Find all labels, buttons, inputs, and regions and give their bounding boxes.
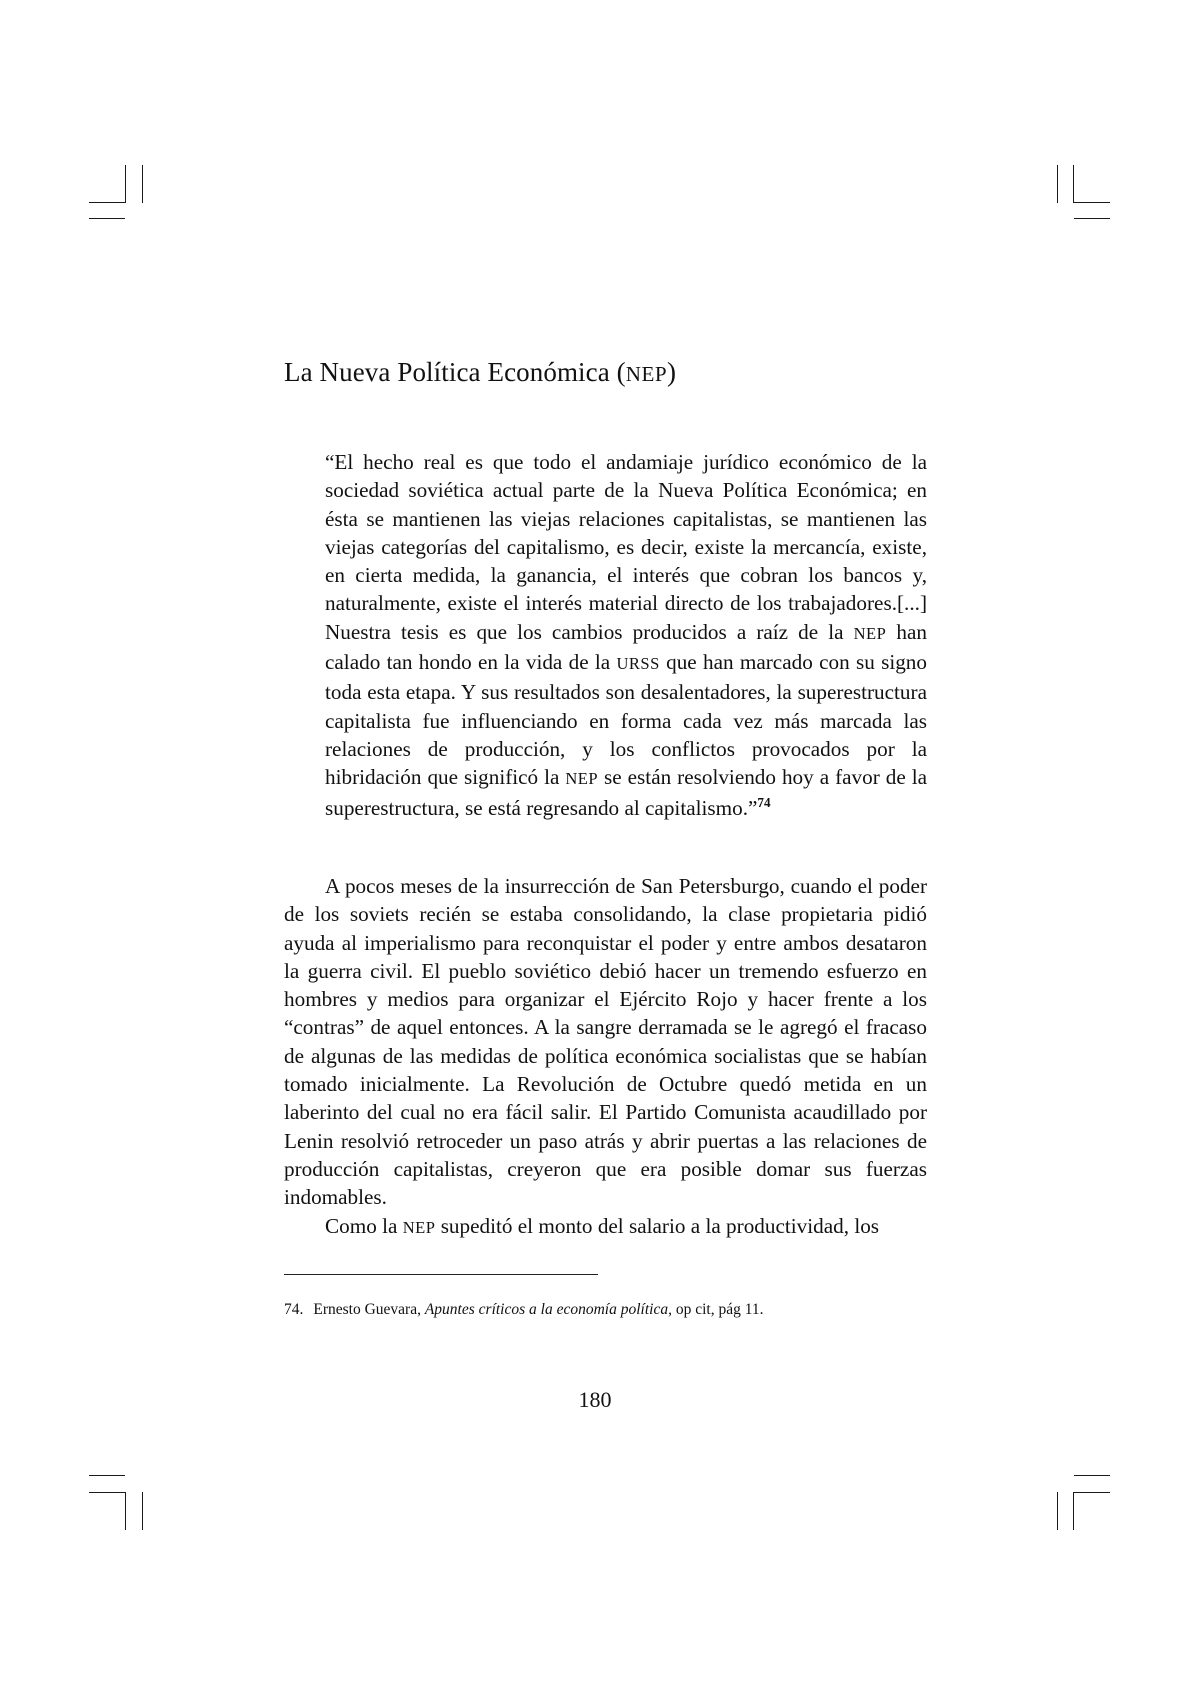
section-title-main: La Nueva Política Económica ( bbox=[284, 357, 626, 387]
crop-mark-bottom-right-vertical bbox=[1073, 1492, 1074, 1530]
crop-mark-bottom-left-horizontal-outer bbox=[89, 1475, 125, 1476]
crop-mark-top-left-vertical bbox=[125, 165, 126, 203]
paragraph-2-start: Como la bbox=[325, 1213, 403, 1238]
page-number: 180 bbox=[578, 1387, 612, 1412]
section-title-close: ) bbox=[667, 357, 677, 387]
paragraph-2-abbreviation: NEP bbox=[402, 1217, 436, 1237]
crop-mark-top-right-vertical-outer bbox=[1073, 165, 1074, 203]
footnote-citation: op cit, pág 11. bbox=[671, 1301, 764, 1318]
body-text bbox=[284, 872, 927, 1242]
quote-abbreviation-urss: URSS bbox=[616, 654, 660, 674]
paragraph: A pocos meses de la insurrección de San Petersburgo, cuando el poder de los soviets recién se estaba consolidando, la clase propietaria pidió ayuda al imperialismo para reconquistar el poder y entre ambos desataron la guerra civil. El pueblo soviético debió hacer un tremendo esfuerzo en hombres y medios para organizar el Ejército Rojo y hacer frente a los “contras” de aquel entonces. A la sangre derramada se le agregó el fracaso de algunas de las medidas de política económica socialistas que se habían tomado inicialmente. La Revolución de Octubre quedó metida en un laberinto del cual no era fácil salir. El Partido Comunista acaudillado por Lenin resolvió retroceder un paso atrás y abrir puertas a las relaciones de producción capitalistas, creyeron que era posible domar sus fuerzas indomables. bbox=[284, 874, 927, 1210]
quote-abbreviation-nep-1: NEP bbox=[853, 623, 887, 643]
crop-mark-top-right-horizontal-outer bbox=[1074, 218, 1110, 219]
crop-mark-bottom-right-horizontal bbox=[1074, 1492, 1110, 1493]
crop-mark-top-left-horizontal-outer bbox=[89, 218, 125, 219]
paragraph-continued bbox=[284, 1212, 927, 1242]
footnote-author: Ernesto Guevara, bbox=[313, 1301, 425, 1318]
footnote bbox=[284, 1300, 764, 1320]
block-quote bbox=[325, 448, 927, 822]
footnote-work-title: Apuntes críticos a la economía política, bbox=[424, 1301, 672, 1318]
crop-mark-top-left-horizontal bbox=[89, 202, 125, 203]
crop-mark-top-right-horizontal bbox=[1074, 202, 1110, 203]
paragraph-2-rest: supeditó el monto del salario a la productividad, los bbox=[435, 1213, 880, 1238]
crop-mark-bottom-left-vertical-outer bbox=[142, 1492, 143, 1530]
quote-text-part-3: que han marcado con su signo toda esta etapa. Y sus resultados son desalentadores, la superestructura capitalista fue influenciando en forma cada vez más marcada las relaciones de producción, y los conflictos provocados por la hibridación que significó la bbox=[325, 650, 927, 790]
section-title bbox=[284, 357, 676, 388]
crop-mark-bottom-right-vertical-outer bbox=[1057, 1492, 1058, 1530]
quote-text-part-4: se están resolviendo hoy a favor de la superestructura, se está regresando al capitalismo.” bbox=[325, 765, 927, 820]
quote-text-part-1: “El hecho real es que todo el andamiaje jurídico económico de la sociedad soviética actual parte de la Nueva Política Económica; en ésta se mantienen las viejas relaciones capitalistas, se mantienen las viejas categorías del capitalismo, es decir, existe la mercancía, existe, en cierta medida, la ganancia, el interés que cobran los bancos y, naturalmente, existe el interés material directo de los trabajadores.[...] Nuestra tesis es que los cambios producidos a raíz de la bbox=[325, 450, 927, 644]
quote-abbreviation-nep-2: NEP bbox=[565, 769, 599, 789]
crop-mark-top-left-vertical-outer bbox=[142, 165, 143, 203]
crop-mark-top-right-vertical bbox=[1057, 165, 1058, 203]
footnote-separator bbox=[284, 1274, 598, 1275]
crop-mark-bottom-left-horizontal bbox=[89, 1492, 125, 1493]
section-title-abbreviation: NEP bbox=[625, 362, 668, 386]
footnote-number: 74. bbox=[284, 1301, 304, 1318]
footnote-reference[interactable]: 74 bbox=[757, 794, 771, 810]
quote-text-part-2: han calado tan hondo en la vida de la bbox=[325, 619, 928, 675]
crop-mark-bottom-right-horizontal-outer bbox=[1074, 1475, 1110, 1476]
crop-mark-bottom-left-vertical bbox=[125, 1492, 126, 1530]
